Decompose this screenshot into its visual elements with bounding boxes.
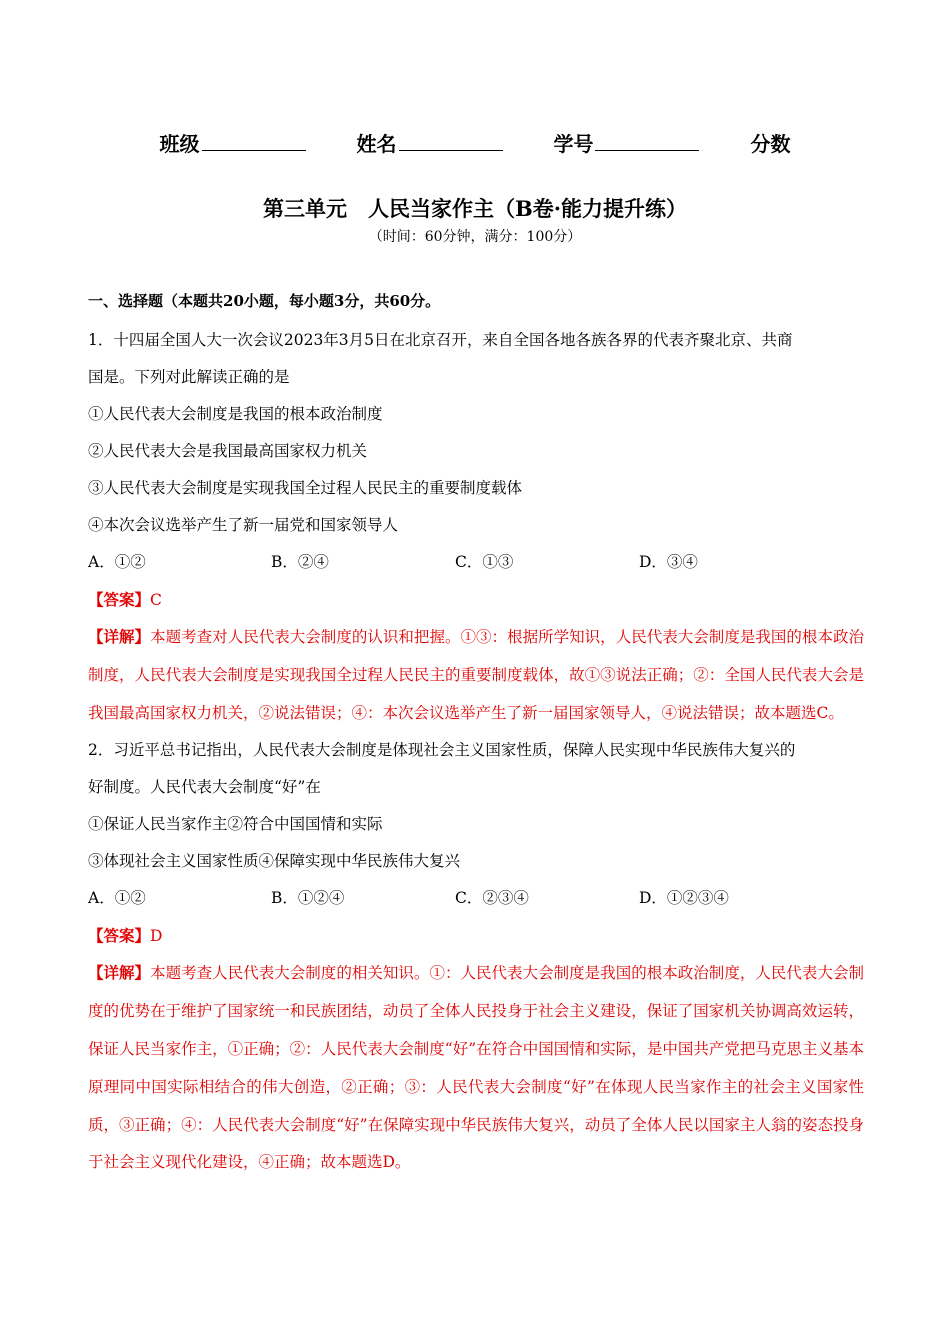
option-c[interactable]: C．①③ — [455, 553, 514, 571]
statement-1: ①保证人民当家作主②符合中国国情和实际 — [88, 815, 383, 834]
answer-line — [88, 581, 864, 618]
statement-1: ①人民代表大会制度是我国的根本政治制度 — [88, 405, 383, 423]
name-label: 姓名 — [356, 132, 397, 156]
answer-options — [88, 544, 864, 581]
option-a[interactable]: A．①② — [88, 889, 146, 908]
statement-3: ③人民代表大会制度是实现我国全过程人民民主的重要制度载体 — [88, 479, 523, 497]
explanation — [88, 954, 864, 1182]
option-a[interactable]: A．①② — [88, 553, 146, 571]
id-blank[interactable] — [595, 132, 699, 151]
option-b[interactable]: B．②④ — [271, 553, 329, 571]
question-1 — [88, 322, 864, 732]
student-info-row — [0, 128, 950, 157]
name-field — [357, 128, 503, 157]
option-d[interactable]: D．③④ — [639, 553, 698, 571]
id-field — [553, 128, 699, 157]
id-label: 学号 — [553, 132, 594, 156]
answer-tag: 【答案】 — [88, 926, 151, 946]
answer-value: C — [150, 591, 162, 609]
section-heading: 一、选择题（本题共20小题，每小题3分，共60分。 — [88, 292, 441, 310]
statement-2: ②人民代表大会是我国最高国家权力机关 — [88, 442, 368, 460]
explanation — [88, 618, 864, 732]
question-stem-line: 好制度。人民代表大会制度“好”在 — [88, 778, 321, 797]
class-label: 班级 — [159, 132, 200, 156]
option-c[interactable]: C．②③④ — [455, 889, 529, 908]
exam-subtitle: （时间：60分钟，满分：100分） — [368, 229, 582, 245]
question-list — [88, 322, 864, 1182]
option-b[interactable]: B．①②④ — [271, 889, 345, 908]
statement-4: ④本次会议选举产生了新一届党和国家领导人 — [88, 516, 399, 534]
question-2 — [88, 732, 864, 1182]
question-stem-line: 2．习近平总书记指出，人民代表大会制度是体现社会主义国家性质，保障人民实现中华民族伟大复兴的 — [88, 741, 796, 760]
option-d[interactable]: D．①②③④ — [639, 889, 729, 908]
class-field — [160, 128, 306, 157]
page-title: 第三单元 人民当家作主（B卷·能力提升练） — [262, 196, 688, 221]
answer-tag: 【答案】 — [88, 590, 151, 609]
explanation-text: 本题考查人民代表大会制度的相关知识。①：人民代表大会制度是我国的根本政治制度，人民代表大会制度的优势在于维护了国家统一和民族团结，动员了全体人民投身于社会主义建设，保证了国家机关协调高效运转，保证人民当家作主，①正确；②：人民代表大会制度“好”在符合中国国情和实际，是中国共产党把马克思主义基本原理同中国实际相结合的伟大创造，②正确；③：人民代表大会制度“好”在体现人民当家作主的社会主义国家性质，③正确；④：人民代表大会制度“好”在保障实现中华民族伟大复兴，动员了全体人民以国家主人翁的姿态投身于社会主义现代化建设，④正确；故本题选D。 — [88, 964, 864, 1172]
statement-2: ③体现社会主义国家性质④保障实现中华民族伟大复兴 — [88, 852, 461, 871]
class-blank[interactable] — [202, 132, 306, 151]
answer-value: D — [150, 927, 163, 946]
question-stem-line: 1．十四届全国人大一次会议2023年3月5日在北京召开，来自全国各地各族各界的代表齐聚北京、共商 — [88, 331, 793, 349]
explanation-text: 本题考查对人民代表大会制度的认识和把握。①③：根据所学知识，人民代表大会制度是我国的根本政治制度，人民代表大会制度是实现我国全过程人民民主的重要制度载体，故①③说法正确；②：全国人民代表大会是我国最高国家权力机关，②说法错误；④：本次会议选举产生了新一届国家领导人，④说法错误；故本题选C。 — [88, 628, 864, 722]
answer-line — [88, 917, 864, 954]
answer-options — [88, 880, 864, 917]
score-label: 分数 — [750, 132, 791, 156]
name-blank[interactable] — [399, 132, 503, 151]
score-field — [750, 128, 790, 157]
detail-tag: 【详解】 — [88, 963, 151, 983]
question-stem-line: 国是。下列对此解读正确的是 — [88, 368, 290, 386]
detail-tag: 【详解】 — [88, 627, 151, 646]
